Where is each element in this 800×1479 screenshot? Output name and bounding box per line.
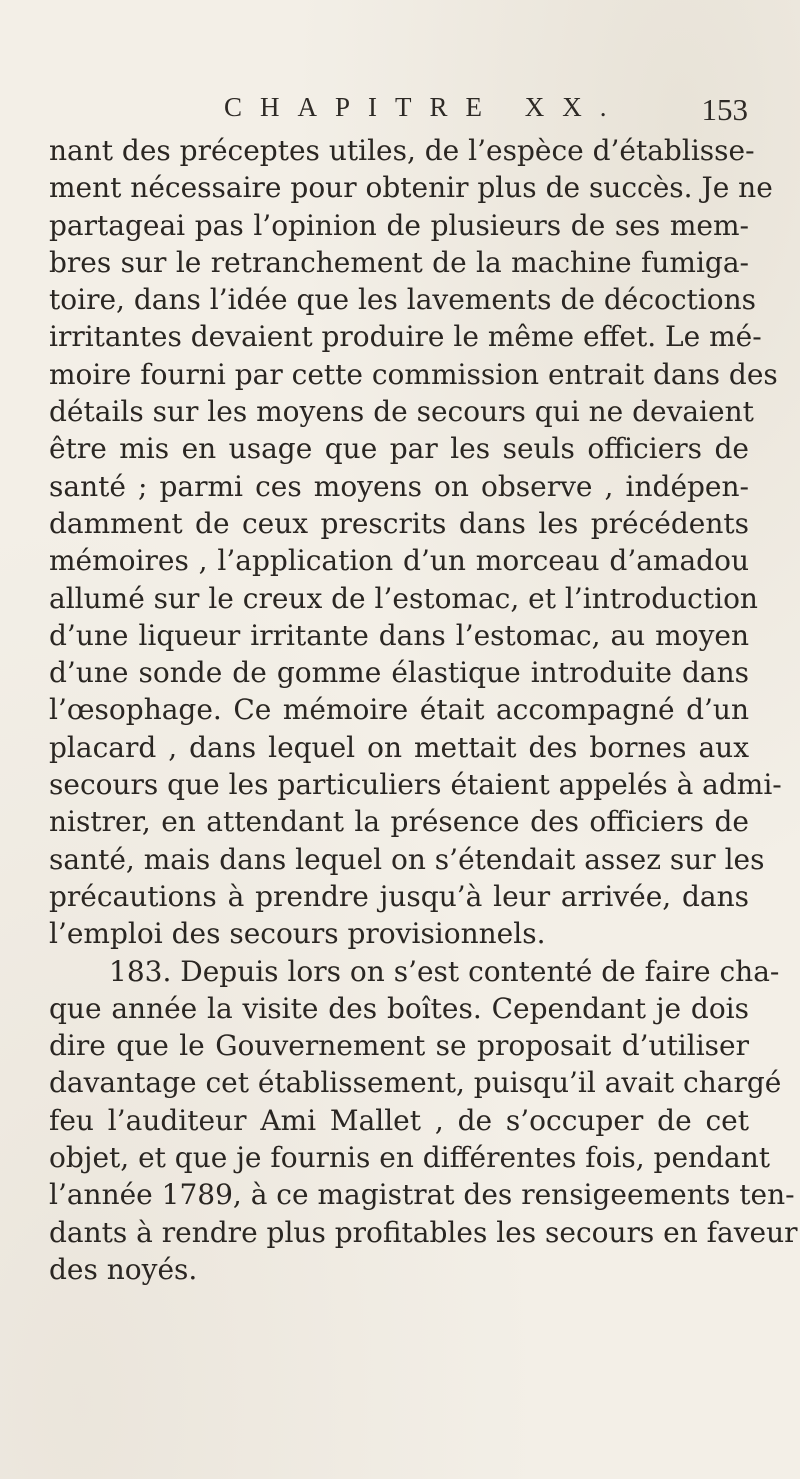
- text-line: bres sur le retranchement de la machine fumiga-: [49, 245, 749, 279]
- text-line: l’œsophage. Ce mémoire était accompagné d’un: [49, 693, 749, 727]
- text-line: nant des préceptes utiles, de l’espèce d’établisse-: [49, 134, 755, 167]
- text-line: précautions à prendre jusqu’à leur arrivée, dans: [49, 879, 749, 913]
- text-line: dire que le Gouvernement se proposait d’utiliser: [49, 1029, 749, 1063]
- text-line: santé ; parmi ces moyens on observe , indépen-: [49, 469, 749, 503]
- text-line: toire, dans l’idée que les lavements de décoctions: [49, 283, 757, 317]
- text-line: allumé sur le creux de l’estomac, et l’introduction: [49, 581, 758, 615]
- paragraph-end-line: l’emploi des secours provisionnels.: [49, 917, 546, 951]
- text-line: objet, et que je fournis en différentes fois, pendant: [49, 1141, 770, 1175]
- text-line: détails sur les moyens de secours qui ne devaient: [49, 395, 754, 429]
- text-line: santé, mais dans lequel on s’étendait assez sur les: [49, 842, 765, 876]
- text-line: partageai pas l’opinion de plusieurs de ses mem-: [49, 208, 749, 242]
- text-line: être mis en usage que par les seuls officiers de: [49, 432, 749, 466]
- text-line: d’une sonde de gomme élastique introduite dans: [49, 656, 749, 690]
- chapter-heading: CHAPITRE XX.: [224, 92, 625, 122]
- text-line: irritantes devaient produire le même effet. Le mé-: [49, 320, 762, 354]
- text-line: mémoires , l’application d’un morceau d’amadou: [49, 544, 749, 578]
- text-line: davantage cet établissement, puisqu’il avait chargé: [49, 1066, 782, 1100]
- text-line: feu l’auditeur Ami Mallet , de s’occuper de cet: [49, 1103, 749, 1137]
- text-line: nistrer, en attendant la présence des officiers de: [49, 805, 749, 839]
- text-line: secours que les particuliers étaient appelés à admi-: [49, 768, 782, 802]
- text-line: ment nécessaire pour obtenir plus de succès. Je ne: [49, 171, 773, 205]
- text-line: que année la visite des boîtes. Cependant je dois: [49, 991, 749, 1025]
- text-line: damment de ceux prescrits dans les précédents: [49, 506, 749, 540]
- paragraph-start-line: 183. Depuis lors on s’est contenté de faire cha-: [109, 954, 780, 988]
- text-line: placard , dans lequel on mettait des bornes aux: [49, 730, 749, 764]
- text-line: d’une liqueur irritante dans l’estomac, au moyen: [49, 618, 749, 652]
- text-line: dants à rendre plus profitables les secours en faveur: [49, 1215, 798, 1249]
- paragraph-end-line: des noyés.: [49, 1252, 198, 1286]
- body-text: [49, 132, 798, 1288]
- running-header: [224, 92, 748, 132]
- text-line: moire fourni par cette commission entrait dans des: [49, 357, 778, 391]
- text-line: l’année 1789, à ce magistrat des rensigeements ten-: [49, 1178, 795, 1212]
- page-number: 153: [701, 92, 748, 127]
